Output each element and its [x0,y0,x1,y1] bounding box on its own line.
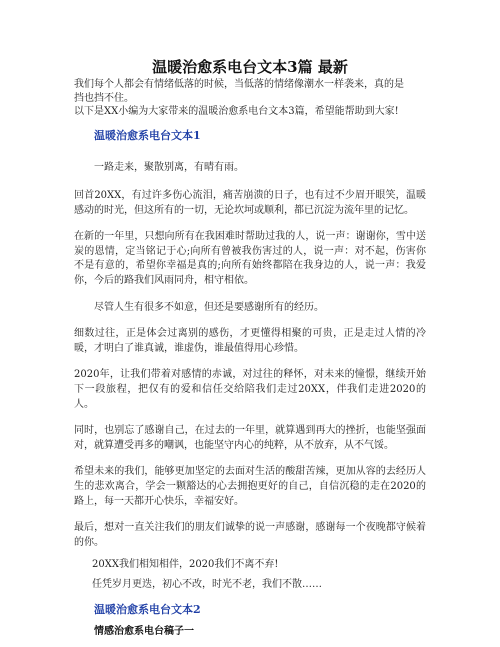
paragraph: 一路走来，聚散别离，有晴有雨。 [94,161,244,173]
intro-line: 挡也挡不住。 [74,92,134,104]
intro-block [74,78,426,119]
section-heading-2: 温暖治愈系电台文本2 [94,602,201,616]
paragraph: 在新的一年里，只想向所有在我困难时帮助过我的人，说一声：谢谢你，雪中送炭的恩情，定当铭记于心;向所有曾被我伤害过的人，说一声：对不起，伤害你不是有意的，希望你幸福是真的;向所有始终都陪在我身边的人，说一声：我爱你，今后的路我们风雨同舟，相守相依。 [74,231,426,287]
paragraph: 回首20XX，有过许多伤心流泪，痛苦崩溃的日子，也有过不少眉开眼笑，温暖感动的时光，但这所有的一切，无论坎坷或顺利，都已沉淀为流年里的记忆。 [74,190,426,216]
section-heading-1: 温暖治愈系电台文本1 [94,128,201,142]
section-subheading: 情感治愈系电台稿子一 [94,625,194,637]
paragraph: 最后，想对一直关注我们的朋友们诚挚的说一声感谢，感谢每一个夜晚都守候着的你。 [74,522,426,548]
section-body-1 [74,161,426,593]
intro-line: 以下是XX小编为大家带来的温暖治愈系电台文本3篇，希望能帮助到大家! [74,106,399,117]
paragraph: 20XX我们相知相伴，2020我们不离不弃! [92,559,279,571]
intro-line: 我们每个人都会有情绪低落的时候，当低落的情绪像潮水一样袭来，真的是 [74,79,404,90]
document-title: 温暖治愈系电台文本3篇 最新 [152,58,348,76]
paragraph: 尽管人生有很多不如意，但还是要感谢所有的经历。 [94,301,324,313]
paragraph: 希望未来的我们，能够更加坚定的去面对生活的酸甜苦辣，更加从容的去经历人生的悲欢离合，学会一颗豁达的心去拥抱更好的自己，自信沉稳的走在2020的路上，每一天都开心快乐，幸福安好。 [74,466,426,507]
paragraph: 同时，也别忘了感谢自己，在过去的一年里，就算遇到再大的挫折，也能坚强面对，就算遭受再多的嘲讽，也能坚守内心的纯粹，从不放弃，从不气馁。 [74,425,426,451]
paragraph: 细数过往，正是体会过离别的感伤，才更懂得相聚的可贵，正是走过人情的冷暖，才明白了谁真诚，谁虚伪，谁最值得用心珍惜。 [74,328,426,354]
paragraph: 任凭岁月更迭，初心不改，时光不老，我们不散…… [92,578,322,590]
paragraph: 2020年，让我们带着对感情的赤诚，对过往的释怀，对未来的憧憬，继续开始下一段旅程，把仅有的爱和信任交给陪我们走过20XX，伴我们走进2020的人。 [74,369,426,410]
